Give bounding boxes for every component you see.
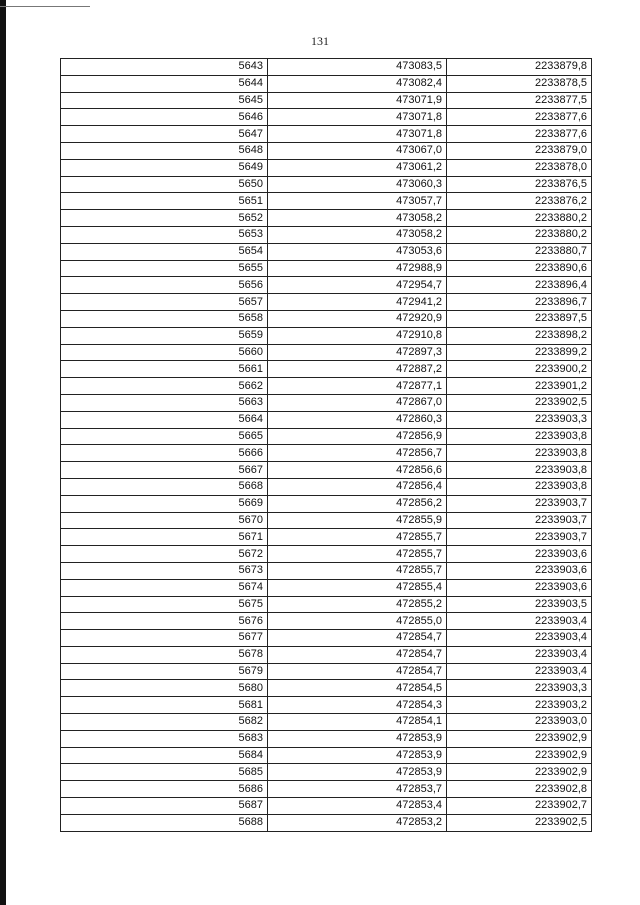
point-number-cell: 5684 xyxy=(61,747,268,764)
scan-left-edge xyxy=(0,0,6,905)
table-row xyxy=(61,562,592,579)
point-number-cell: 5657 xyxy=(61,294,268,311)
table-row xyxy=(61,361,592,378)
y-coordinate-cell: 2233903,3 xyxy=(447,411,592,428)
table-row xyxy=(61,344,592,361)
x-coordinate-cell: 472856,9 xyxy=(268,428,447,445)
point-number-cell: 5668 xyxy=(61,478,268,495)
table-row xyxy=(61,495,592,512)
table-row xyxy=(61,730,592,747)
point-number-cell: 5671 xyxy=(61,529,268,546)
point-number-cell: 5651 xyxy=(61,193,268,210)
table-row xyxy=(61,310,592,327)
table-row xyxy=(61,781,592,798)
point-number-cell: 5677 xyxy=(61,630,268,647)
x-coordinate-cell: 472854,5 xyxy=(268,680,447,697)
y-coordinate-cell: 2233903,3 xyxy=(447,680,592,697)
x-coordinate-cell: 472855,0 xyxy=(268,613,447,630)
y-coordinate-cell: 2233902,7 xyxy=(447,798,592,815)
y-coordinate-cell: 2233903,0 xyxy=(447,714,592,731)
point-number-cell: 5670 xyxy=(61,512,268,529)
point-number-cell: 5645 xyxy=(61,92,268,109)
y-coordinate-cell: 2233896,7 xyxy=(447,294,592,311)
x-coordinate-cell: 473053,6 xyxy=(268,243,447,260)
table-row xyxy=(61,378,592,395)
table-row xyxy=(61,226,592,243)
x-coordinate-cell: 472853,4 xyxy=(268,798,447,815)
x-coordinate-cell: 473071,8 xyxy=(268,126,447,143)
x-coordinate-cell: 473057,7 xyxy=(268,193,447,210)
point-number-cell: 5653 xyxy=(61,226,268,243)
point-number-cell: 5660 xyxy=(61,344,268,361)
point-number-cell: 5686 xyxy=(61,781,268,798)
y-coordinate-cell: 2233899,2 xyxy=(447,344,592,361)
y-coordinate-cell: 2233902,5 xyxy=(447,394,592,411)
y-coordinate-cell: 2233877,6 xyxy=(447,109,592,126)
point-number-cell: 5683 xyxy=(61,730,268,747)
x-coordinate-cell: 472856,7 xyxy=(268,445,447,462)
point-number-cell: 5663 xyxy=(61,394,268,411)
coordinates-table-body xyxy=(61,59,592,832)
table-row xyxy=(61,798,592,815)
x-coordinate-cell: 472854,7 xyxy=(268,630,447,647)
point-number-cell: 5655 xyxy=(61,260,268,277)
table-row xyxy=(61,411,592,428)
y-coordinate-cell: 2233902,9 xyxy=(447,747,592,764)
table-row xyxy=(61,243,592,260)
x-coordinate-cell: 472853,2 xyxy=(268,814,447,831)
point-number-cell: 5654 xyxy=(61,243,268,260)
point-number-cell: 5681 xyxy=(61,697,268,714)
x-coordinate-cell: 472920,9 xyxy=(268,310,447,327)
y-coordinate-cell: 2233877,5 xyxy=(447,92,592,109)
x-coordinate-cell: 473083,5 xyxy=(268,59,447,76)
point-number-cell: 5650 xyxy=(61,176,268,193)
point-number-cell: 5644 xyxy=(61,75,268,92)
y-coordinate-cell: 2233903,4 xyxy=(447,646,592,663)
y-coordinate-cell: 2233903,4 xyxy=(447,630,592,647)
point-number-cell: 5665 xyxy=(61,428,268,445)
point-number-cell: 5676 xyxy=(61,613,268,630)
x-coordinate-cell: 472887,2 xyxy=(268,361,447,378)
point-number-cell: 5661 xyxy=(61,361,268,378)
x-coordinate-cell: 472860,3 xyxy=(268,411,447,428)
y-coordinate-cell: 2233897,5 xyxy=(447,310,592,327)
coordinates-table xyxy=(60,58,592,832)
point-number-cell: 5646 xyxy=(61,109,268,126)
x-coordinate-cell: 473082,4 xyxy=(268,75,447,92)
page-number: 131 xyxy=(311,34,329,48)
table-row xyxy=(61,764,592,781)
table-row xyxy=(61,529,592,546)
x-coordinate-cell: 473058,2 xyxy=(268,210,447,227)
table-row xyxy=(61,596,592,613)
table-row xyxy=(61,126,592,143)
y-coordinate-cell: 2233896,4 xyxy=(447,277,592,294)
y-coordinate-cell: 2233877,6 xyxy=(447,126,592,143)
table-row xyxy=(61,260,592,277)
point-number-cell: 5673 xyxy=(61,562,268,579)
x-coordinate-cell: 472853,9 xyxy=(268,747,447,764)
x-coordinate-cell: 472855,4 xyxy=(268,579,447,596)
point-number-cell: 5659 xyxy=(61,327,268,344)
y-coordinate-cell: 2233903,6 xyxy=(447,562,592,579)
y-coordinate-cell: 2233898,2 xyxy=(447,327,592,344)
y-coordinate-cell: 2233890,6 xyxy=(447,260,592,277)
point-number-cell: 5685 xyxy=(61,764,268,781)
table-row xyxy=(61,294,592,311)
point-number-cell: 5667 xyxy=(61,462,268,479)
table-row xyxy=(61,92,592,109)
y-coordinate-cell: 2233903,7 xyxy=(447,529,592,546)
point-number-cell: 5682 xyxy=(61,714,268,731)
x-coordinate-cell: 472853,7 xyxy=(268,781,447,798)
table-row xyxy=(61,75,592,92)
table-row xyxy=(61,814,592,831)
table-row xyxy=(61,193,592,210)
y-coordinate-cell: 2233900,2 xyxy=(447,361,592,378)
point-number-cell: 5652 xyxy=(61,210,268,227)
y-coordinate-cell: 2233878,5 xyxy=(447,75,592,92)
point-number-cell: 5678 xyxy=(61,646,268,663)
point-number-cell: 5648 xyxy=(61,142,268,159)
x-coordinate-cell: 473071,8 xyxy=(268,109,447,126)
y-coordinate-cell: 2233880,2 xyxy=(447,226,592,243)
x-coordinate-cell: 473067,0 xyxy=(268,142,447,159)
table-row xyxy=(61,210,592,227)
x-coordinate-cell: 472867,0 xyxy=(268,394,447,411)
y-coordinate-cell: 2233903,8 xyxy=(447,462,592,479)
point-number-cell: 5679 xyxy=(61,663,268,680)
table-row xyxy=(61,277,592,294)
y-coordinate-cell: 2233903,6 xyxy=(447,579,592,596)
table-row xyxy=(61,109,592,126)
table-row xyxy=(61,646,592,663)
y-coordinate-cell: 2233903,8 xyxy=(447,445,592,462)
table-row xyxy=(61,613,592,630)
table-row xyxy=(61,630,592,647)
table-row xyxy=(61,176,592,193)
point-number-cell: 5658 xyxy=(61,310,268,327)
point-number-cell: 5688 xyxy=(61,814,268,831)
x-coordinate-cell: 473060,3 xyxy=(268,176,447,193)
table-row xyxy=(61,478,592,495)
scan-corner-mark xyxy=(0,6,90,7)
table-row xyxy=(61,445,592,462)
x-coordinate-cell: 472853,9 xyxy=(268,730,447,747)
y-coordinate-cell: 2233903,5 xyxy=(447,596,592,613)
y-coordinate-cell: 2233903,4 xyxy=(447,613,592,630)
point-number-cell: 5662 xyxy=(61,378,268,395)
point-number-cell: 5669 xyxy=(61,495,268,512)
point-number-cell: 5647 xyxy=(61,126,268,143)
x-coordinate-cell: 472856,4 xyxy=(268,478,447,495)
x-coordinate-cell: 472855,2 xyxy=(268,596,447,613)
point-number-cell: 5643 xyxy=(61,59,268,76)
y-coordinate-cell: 2233880,7 xyxy=(447,243,592,260)
table-row xyxy=(61,663,592,680)
x-coordinate-cell: 472854,3 xyxy=(268,697,447,714)
x-coordinate-cell: 472988,9 xyxy=(268,260,447,277)
table-row xyxy=(61,680,592,697)
y-coordinate-cell: 2233879,8 xyxy=(447,59,592,76)
table-row xyxy=(61,512,592,529)
y-coordinate-cell: 2233903,7 xyxy=(447,512,592,529)
y-coordinate-cell: 2233901,2 xyxy=(447,378,592,395)
point-number-cell: 5680 xyxy=(61,680,268,697)
table-row xyxy=(61,546,592,563)
x-coordinate-cell: 472855,7 xyxy=(268,546,447,563)
x-coordinate-cell: 472854,1 xyxy=(268,714,447,731)
point-number-cell: 5649 xyxy=(61,159,268,176)
y-coordinate-cell: 2233903,7 xyxy=(447,495,592,512)
y-coordinate-cell: 2233880,2 xyxy=(447,210,592,227)
table-row xyxy=(61,327,592,344)
x-coordinate-cell: 472897,3 xyxy=(268,344,447,361)
table-row xyxy=(61,59,592,76)
y-coordinate-cell: 2233878,0 xyxy=(447,159,592,176)
x-coordinate-cell: 473061,2 xyxy=(268,159,447,176)
point-number-cell: 5674 xyxy=(61,579,268,596)
table-row xyxy=(61,747,592,764)
x-coordinate-cell: 472941,2 xyxy=(268,294,447,311)
table-row xyxy=(61,714,592,731)
point-number-cell: 5656 xyxy=(61,277,268,294)
x-coordinate-cell: 472854,7 xyxy=(268,646,447,663)
table-row xyxy=(61,159,592,176)
x-coordinate-cell: 472877,1 xyxy=(268,378,447,395)
point-number-cell: 5664 xyxy=(61,411,268,428)
x-coordinate-cell: 472855,9 xyxy=(268,512,447,529)
x-coordinate-cell: 472855,7 xyxy=(268,529,447,546)
y-coordinate-cell: 2233903,8 xyxy=(447,478,592,495)
y-coordinate-cell: 2233902,9 xyxy=(447,730,592,747)
x-coordinate-cell: 473071,9 xyxy=(268,92,447,109)
y-coordinate-cell: 2233902,5 xyxy=(447,814,592,831)
x-coordinate-cell: 472856,2 xyxy=(268,495,447,512)
point-number-cell: 5672 xyxy=(61,546,268,563)
x-coordinate-cell: 472853,9 xyxy=(268,764,447,781)
y-coordinate-cell: 2233879,0 xyxy=(447,142,592,159)
y-coordinate-cell: 2233902,9 xyxy=(447,764,592,781)
y-coordinate-cell: 2233902,8 xyxy=(447,781,592,798)
point-number-cell: 5687 xyxy=(61,798,268,815)
x-coordinate-cell: 472854,7 xyxy=(268,663,447,680)
point-number-cell: 5666 xyxy=(61,445,268,462)
table-row xyxy=(61,462,592,479)
y-coordinate-cell: 2233876,2 xyxy=(447,193,592,210)
table-row xyxy=(61,428,592,445)
point-number-cell: 5675 xyxy=(61,596,268,613)
y-coordinate-cell: 2233903,2 xyxy=(447,697,592,714)
y-coordinate-cell: 2233903,4 xyxy=(447,663,592,680)
table-row xyxy=(61,697,592,714)
x-coordinate-cell: 473058,2 xyxy=(268,226,447,243)
y-coordinate-cell: 2233903,8 xyxy=(447,428,592,445)
x-coordinate-cell: 472910,8 xyxy=(268,327,447,344)
table-row xyxy=(61,394,592,411)
x-coordinate-cell: 472855,7 xyxy=(268,562,447,579)
x-coordinate-cell: 472856,6 xyxy=(268,462,447,479)
y-coordinate-cell: 2233903,6 xyxy=(447,546,592,563)
table-row xyxy=(61,142,592,159)
x-coordinate-cell: 472954,7 xyxy=(268,277,447,294)
table-row xyxy=(61,579,592,596)
y-coordinate-cell: 2233876,5 xyxy=(447,176,592,193)
